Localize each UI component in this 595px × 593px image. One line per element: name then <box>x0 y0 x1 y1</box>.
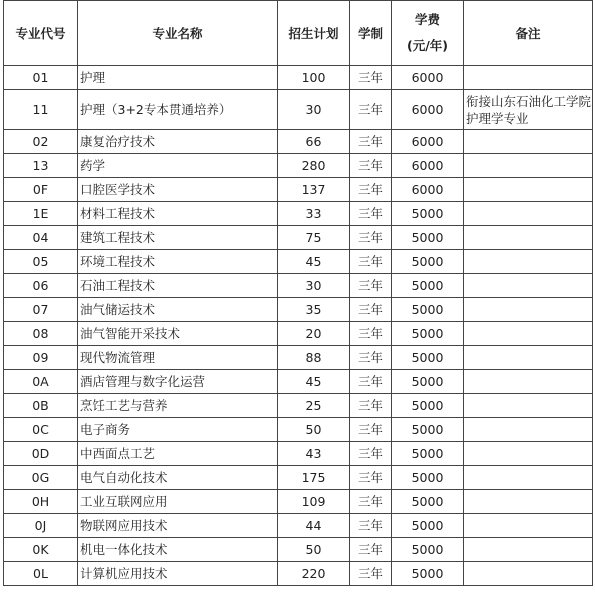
table-row <box>4 394 593 418</box>
cell-years: 三年 <box>350 130 392 154</box>
cell-code: 0J <box>4 514 78 538</box>
cell-plan: 100 <box>278 66 350 90</box>
cell-fee: 5000 <box>392 226 464 250</box>
table-row <box>4 538 593 562</box>
cell-years: 三年 <box>350 226 392 250</box>
table-row <box>4 346 593 370</box>
header-fee-line2: (元/年) <box>407 38 448 53</box>
cell-plan: 137 <box>278 178 350 202</box>
header-fee <box>392 1 464 66</box>
cell-code: 0L <box>4 562 78 586</box>
cell-years: 三年 <box>350 66 392 90</box>
cell-years: 三年 <box>350 514 392 538</box>
cell-code: 0D <box>4 442 78 466</box>
table-row <box>4 298 593 322</box>
table-row <box>4 490 593 514</box>
cell-years: 三年 <box>350 202 392 226</box>
cell-years: 三年 <box>350 466 392 490</box>
cell-years: 三年 <box>350 442 392 466</box>
cell-name: 电子商务 <box>78 418 278 442</box>
cell-name: 油气智能开采技术 <box>78 322 278 346</box>
cell-years: 三年 <box>350 538 392 562</box>
cell-plan: 25 <box>278 394 350 418</box>
cell-code: 13 <box>4 154 78 178</box>
cell-plan: 20 <box>278 322 350 346</box>
cell-fee: 5000 <box>392 514 464 538</box>
cell-name: 康复治疗技术 <box>78 130 278 154</box>
cell-code: 07 <box>4 298 78 322</box>
header-row <box>4 1 593 66</box>
table-row <box>4 202 593 226</box>
cell-years: 三年 <box>350 346 392 370</box>
cell-fee: 5000 <box>392 370 464 394</box>
cell-plan: 109 <box>278 490 350 514</box>
cell-name: 药学 <box>78 154 278 178</box>
cell-years: 三年 <box>350 90 392 130</box>
cell-plan: 88 <box>278 346 350 370</box>
cell-code: 0C <box>4 418 78 442</box>
table-row <box>4 418 593 442</box>
cell-name: 机电一体化技术 <box>78 538 278 562</box>
cell-name: 护理 <box>78 66 278 90</box>
table-row <box>4 466 593 490</box>
cell-name: 酒店管理与数字化运营 <box>78 370 278 394</box>
cell-years: 三年 <box>350 418 392 442</box>
cell-note <box>464 178 593 202</box>
cell-note <box>464 538 593 562</box>
cell-years: 三年 <box>350 274 392 298</box>
cell-plan: 33 <box>278 202 350 226</box>
cell-plan: 35 <box>278 298 350 322</box>
header-years: 学制 <box>350 1 392 66</box>
cell-plan: 44 <box>278 514 350 538</box>
cell-note <box>464 154 593 178</box>
table-row <box>4 90 593 130</box>
cell-years: 三年 <box>350 370 392 394</box>
cell-fee: 5000 <box>392 202 464 226</box>
cell-name: 中西面点工艺 <box>78 442 278 466</box>
cell-name: 护理（3+2专本贯通培养） <box>78 90 278 130</box>
cell-name: 建筑工程技术 <box>78 226 278 250</box>
cell-plan: 45 <box>278 370 350 394</box>
cell-fee: 6000 <box>392 178 464 202</box>
table-row <box>4 154 593 178</box>
cell-note <box>464 442 593 466</box>
header-code: 专业代号 <box>4 1 78 66</box>
cell-fee: 6000 <box>392 130 464 154</box>
cell-fee: 6000 <box>392 66 464 90</box>
header-fee-line1: 学费 <box>414 12 440 27</box>
table-row <box>4 250 593 274</box>
table-row <box>4 226 593 250</box>
cell-years: 三年 <box>350 250 392 274</box>
table-row <box>4 322 593 346</box>
cell-note <box>464 394 593 418</box>
cell-note <box>464 490 593 514</box>
cell-years: 三年 <box>350 178 392 202</box>
cell-name: 环境工程技术 <box>78 250 278 274</box>
cell-code: 0F <box>4 178 78 202</box>
table-body <box>4 66 593 586</box>
cell-name: 烹饪工艺与营养 <box>78 394 278 418</box>
cell-note <box>464 66 593 90</box>
header-name: 专业名称 <box>78 1 278 66</box>
table-row <box>4 178 593 202</box>
table-row <box>4 562 593 586</box>
cell-name: 计算机应用技术 <box>78 562 278 586</box>
cell-note <box>464 562 593 586</box>
cell-note <box>464 370 593 394</box>
cell-code: 0H <box>4 490 78 514</box>
table-row <box>4 130 593 154</box>
cell-years: 三年 <box>350 490 392 514</box>
cell-fee: 5000 <box>392 274 464 298</box>
cell-fee: 6000 <box>392 154 464 178</box>
cell-name: 石油工程技术 <box>78 274 278 298</box>
cell-code: 0A <box>4 370 78 394</box>
cell-plan: 30 <box>278 274 350 298</box>
cell-note <box>464 202 593 226</box>
cell-note <box>464 466 593 490</box>
cell-fee: 5000 <box>392 562 464 586</box>
cell-code: 0G <box>4 466 78 490</box>
enrollment-plan-table <box>3 0 593 586</box>
cell-years: 三年 <box>350 562 392 586</box>
cell-plan: 30 <box>278 90 350 130</box>
cell-name: 物联网应用技术 <box>78 514 278 538</box>
cell-code: 0B <box>4 394 78 418</box>
cell-name: 工业互联网应用 <box>78 490 278 514</box>
cell-name: 油气储运技术 <box>78 298 278 322</box>
header-plan: 招生计划 <box>278 1 350 66</box>
cell-fee: 5000 <box>392 394 464 418</box>
cell-code: 04 <box>4 226 78 250</box>
cell-code: 11 <box>4 90 78 130</box>
header-note: 备注 <box>464 1 593 66</box>
cell-plan: 75 <box>278 226 350 250</box>
cell-fee: 5000 <box>392 490 464 514</box>
cell-code: 0K <box>4 538 78 562</box>
cell-code: 09 <box>4 346 78 370</box>
table-row <box>4 370 593 394</box>
cell-name: 口腔医学技术 <box>78 178 278 202</box>
cell-plan: 66 <box>278 130 350 154</box>
cell-code: 02 <box>4 130 78 154</box>
cell-years: 三年 <box>350 394 392 418</box>
cell-note <box>464 346 593 370</box>
cell-fee: 6000 <box>392 90 464 130</box>
cell-name: 电气自动化技术 <box>78 466 278 490</box>
table-row <box>4 66 593 90</box>
cell-note <box>464 418 593 442</box>
cell-note <box>464 130 593 154</box>
cell-note <box>464 226 593 250</box>
table-row <box>4 442 593 466</box>
cell-code: 06 <box>4 274 78 298</box>
cell-fee: 5000 <box>392 298 464 322</box>
cell-fee: 5000 <box>392 418 464 442</box>
cell-note: 衔接山东石油化工学院 护理学专业 <box>464 90 593 130</box>
table-row <box>4 514 593 538</box>
cell-code: 01 <box>4 66 78 90</box>
cell-plan: 175 <box>278 466 350 490</box>
cell-plan: 50 <box>278 538 350 562</box>
cell-plan: 45 <box>278 250 350 274</box>
table-row <box>4 274 593 298</box>
cell-fee: 5000 <box>392 250 464 274</box>
cell-note <box>464 274 593 298</box>
cell-years: 三年 <box>350 322 392 346</box>
cell-years: 三年 <box>350 154 392 178</box>
cell-fee: 5000 <box>392 538 464 562</box>
cell-plan: 220 <box>278 562 350 586</box>
cell-plan: 43 <box>278 442 350 466</box>
cell-fee: 5000 <box>392 466 464 490</box>
cell-years: 三年 <box>350 298 392 322</box>
cell-name: 材料工程技术 <box>78 202 278 226</box>
cell-plan: 280 <box>278 154 350 178</box>
cell-code: 08 <box>4 322 78 346</box>
cell-note <box>464 298 593 322</box>
cell-code: 1E <box>4 202 78 226</box>
cell-note <box>464 514 593 538</box>
cell-fee: 5000 <box>392 442 464 466</box>
cell-note <box>464 250 593 274</box>
cell-fee: 5000 <box>392 322 464 346</box>
cell-fee: 5000 <box>392 346 464 370</box>
cell-name: 现代物流管理 <box>78 346 278 370</box>
cell-plan: 50 <box>278 418 350 442</box>
cell-code: 05 <box>4 250 78 274</box>
cell-note <box>464 322 593 346</box>
